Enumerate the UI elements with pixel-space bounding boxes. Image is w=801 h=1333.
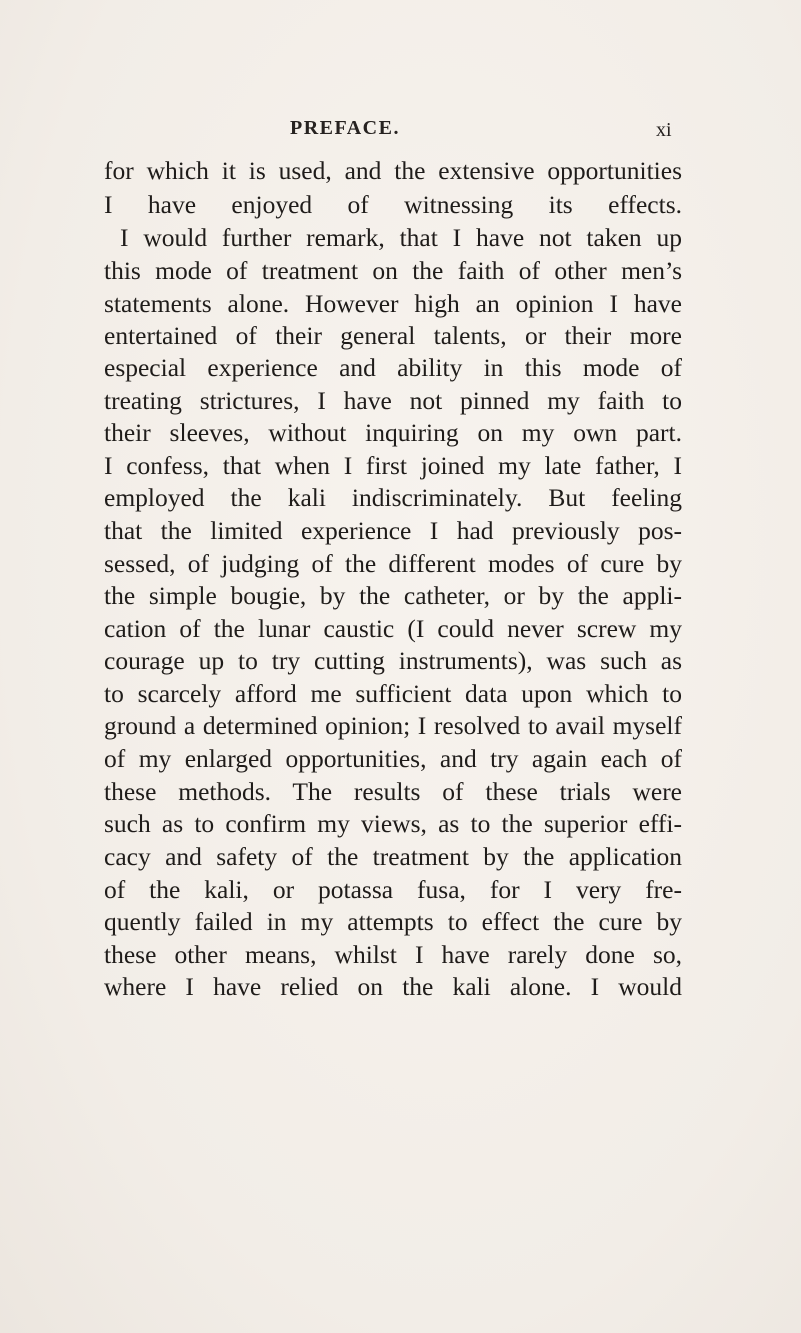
text-line-5: statements alone. However high an opinion I have xyxy=(104,289,682,318)
text-line-12: that the limited experience I had previously pos- xyxy=(104,516,682,545)
text-line-8: treating strictures, I have not pinned my faith to xyxy=(104,386,682,415)
text-line-6: entertained of their general talents, or their more xyxy=(104,321,682,350)
text-line-10: I confess, that when I first joined my late father, I xyxy=(104,451,682,480)
text-line-4: this mode of treatment on the faith of other men’s xyxy=(104,256,682,285)
text-line-1: for which it is used, and the extensive opportunities xyxy=(104,156,682,185)
text-line-2: I have enjoyed of witnessing its effects. xyxy=(104,190,682,219)
running-head: PREFACE. xyxy=(290,117,400,139)
text-line-19: of my enlarged opportunities, and try again each of xyxy=(104,744,682,773)
text-line-7: especial experience and ability in this mode of xyxy=(104,353,682,382)
text-line-16: courage up to try cutting instruments), was such as xyxy=(104,646,682,675)
text-line-17: to scarcely afford me sufficient data upon which to xyxy=(104,679,682,708)
text-line-15: cation of the lunar caustic (I could never screw my xyxy=(104,614,682,643)
text-line-11: employed the kali indiscriminately. But feeling xyxy=(104,483,682,512)
text-line-23: of the kali, or potassa fusa, for I very fre- xyxy=(104,875,682,904)
text-line-13: sessed, of judging of the different modes of cure by xyxy=(104,549,682,578)
page-number: xi xyxy=(656,119,672,141)
text-line-9: their sleeves, without inquiring on my own part. xyxy=(104,418,682,447)
text-line-14: the simple bougie, by the catheter, or by the appli- xyxy=(104,581,682,610)
text-line-21: such as to confirm my views, as to the superior effi- xyxy=(104,809,682,838)
text-line-18: ground a determined opinion; I resolved to avail myself xyxy=(104,711,682,740)
text-line-22: cacy and safety of the treatment by the application xyxy=(104,842,682,871)
text-line-3: I would further remark, that I have not taken up xyxy=(120,223,682,252)
text-line-20: these methods. The results of these trials were xyxy=(104,777,682,806)
text-line-26: where I have relied on the kali alone. I would xyxy=(104,972,682,1001)
text-line-24: quently failed in my attempts to effect the cure by xyxy=(104,907,682,936)
text-line-25: these other means, whilst I have rarely done so, xyxy=(104,940,682,969)
